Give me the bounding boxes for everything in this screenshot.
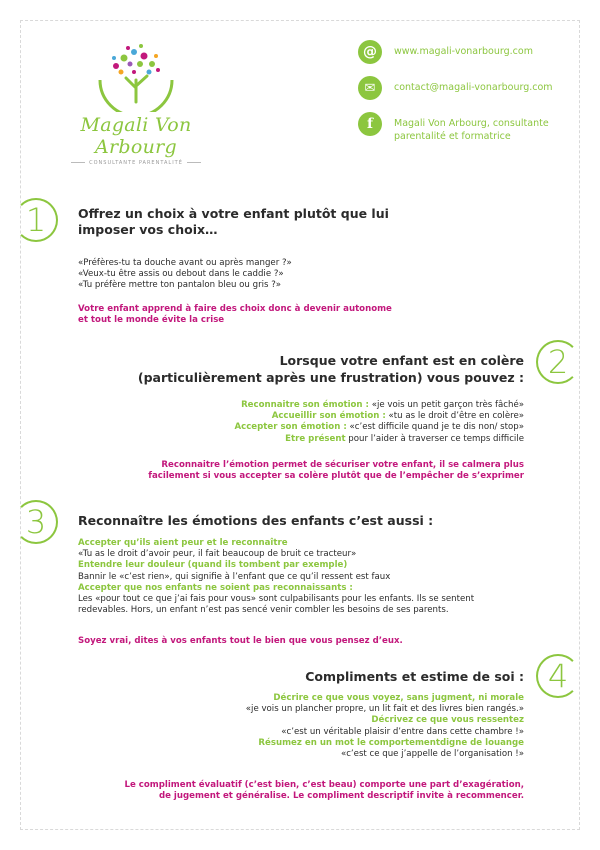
- brand-name: Magali Von Arbourg: [80, 114, 192, 158]
- item-label: Reconnaitre son émotion :: [241, 400, 369, 410]
- body-line: Entendre leur douleur (quand ils tombent par exemple): [78, 560, 348, 571]
- section-4-number: 4: [536, 654, 580, 698]
- list-item: [54, 400, 524, 411]
- section-4-body: [54, 693, 524, 760]
- mail-icon: ✉: [358, 76, 382, 100]
- item-text: «c’est difficile quand je te dis non/ stop»: [346, 422, 524, 433]
- section-3-number: 3: [14, 500, 58, 544]
- section-2-title: [54, 352, 524, 386]
- brand-subtitle: CONSULTANTE PARENTALITÉ: [56, 160, 216, 166]
- body-line: «Tu as le droit d’avoir peur, il fait beaucoup de bruit ce tracteur»: [78, 549, 357, 560]
- conclusion-line: Le compliment évaluatif (c’est bien, c’est beau) comporte une part d’exagération,: [124, 780, 524, 790]
- list-item: [54, 411, 524, 422]
- section-1-title: [78, 206, 389, 238]
- list-item: [54, 434, 524, 445]
- tree-logo-icon: [94, 36, 178, 112]
- list-item: [54, 422, 524, 433]
- quote-line: «Préfères-tu ta douche avant ou après manger ?»: [78, 258, 292, 268]
- website-contact[interactable]: [358, 40, 569, 64]
- facebook-contact[interactable]: [358, 112, 569, 143]
- item-label: Accueillir son émotion :: [271, 411, 386, 422]
- body-line: «je vois un plancher propre, un lit fait et des livres bien rangés.»: [245, 704, 524, 715]
- conclusion-line: de jugement et généralise. Le compliment descriptif invite à recommencer.: [158, 791, 524, 802]
- email-contact[interactable]: [358, 76, 569, 100]
- body-line: Bannir le «c’est rien», qui signifie à l’enfant que ce qu’il ressent est faux: [78, 571, 391, 582]
- body-line: Décrire ce que vous voyez, sans jugment, ni morale: [273, 693, 524, 703]
- section-2-title-line1: Lorsque votre enfant est en colère: [279, 353, 524, 368]
- body-line: Les «pour tout ce que j’ai fais pour vous» sont culpabilisants pour les enfants. Ils se sentent: [78, 594, 475, 605]
- item-label: Etre présent: [285, 433, 346, 444]
- section-1-conclusion: [78, 304, 392, 326]
- section-2-conclusion: [54, 460, 524, 482]
- conclusion-line: Votre enfant apprend à faire des choix donc à devenir autonome: [78, 304, 392, 314]
- body-line: redevables. Hors, un enfant n’est pas sencé venir combler les besoins de ses parents.: [78, 605, 449, 616]
- section-2-title-line2: (particulièrement après une frustration) vous pouvez :: [137, 370, 524, 385]
- section-4-title: Compliments et estime de soi :: [305, 669, 524, 684]
- section-2-items: [54, 400, 524, 445]
- logo: [56, 36, 216, 166]
- body-line: Décrivez ce que vous ressentez: [371, 715, 524, 726]
- section-1-title-line2: imposer vos choix…: [78, 222, 218, 237]
- section-2-number: 2: [536, 340, 580, 384]
- item-text: «tu as le droit d’être en colère»: [385, 411, 524, 422]
- facebook-icon: f: [358, 112, 382, 136]
- body-line: Accepter qu’ils aient peur et le reconnaître: [78, 538, 288, 548]
- section-1-quotes: [78, 258, 292, 292]
- body-line: «c’est ce que j’appelle de l’organisation !»: [340, 749, 524, 760]
- conclusion-line: facilement si vous accepter sa colère plutôt que de l’empêcher de s’exprimer: [148, 471, 524, 482]
- section-3-conclusion: Soyez vrai, dites à vos enfants tout le bien que vous pensez d’eux.: [78, 636, 403, 646]
- conclusion-line: et tout le monde évite la crise: [78, 315, 225, 326]
- section-3-body: [78, 538, 474, 616]
- item-text: pour l’aider à traverser ce temps difficile: [345, 433, 524, 444]
- website-link[interactable]: www.magali-vonarbourg.com: [394, 46, 533, 57]
- body-line: «c’est un véritable plaisir d’entre dans cette chambre !»: [281, 726, 524, 737]
- at-icon: @: [358, 40, 382, 64]
- quote-line: «Tu préfère mettre ton pantalon bleu ou gris ?»: [78, 280, 282, 291]
- section-1-number: 1: [14, 198, 58, 242]
- body-line: Résumez en un mot le comportementdigne de louange: [258, 737, 524, 748]
- item-label: Accepter son émotion :: [234, 422, 347, 433]
- section-4-conclusion: [54, 780, 524, 802]
- conclusion-line: Reconnaitre l’émotion permet de sécuriser votre enfant, il se calmera plus: [161, 460, 524, 470]
- section-3-title: Reconnaître les émotions des enfants c’est aussi :: [78, 513, 434, 528]
- section-1-title-line1: Offrez un choix à votre enfant plutôt que lui: [78, 206, 389, 221]
- facebook-link[interactable]: Magali Von Arbourg, consultante parentalité et formatrice: [394, 118, 549, 142]
- body-line: Accepter que nos enfants ne soient pas reconnaissants :: [78, 582, 353, 593]
- email-link[interactable]: contact@magali-vonarbourg.com: [394, 82, 553, 93]
- item-text: «je vois un petit garçon très fâché»: [368, 400, 524, 410]
- quote-line: «Veux-tu être assis ou debout dans le caddie ?»: [78, 269, 284, 280]
